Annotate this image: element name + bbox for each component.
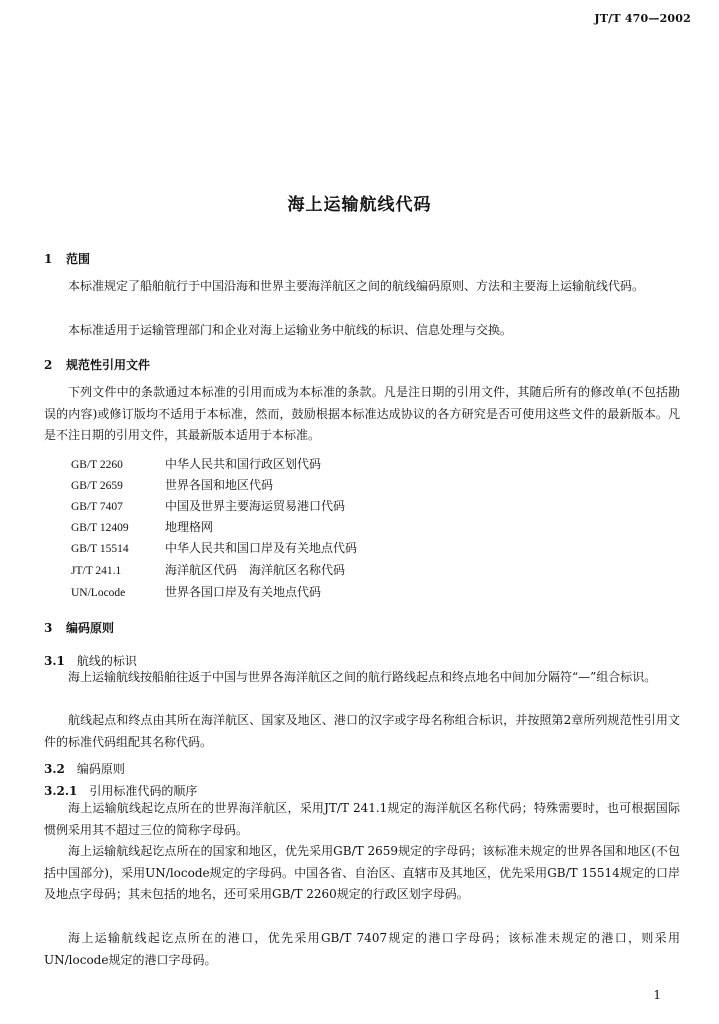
reference-code: GB/T 2260	[71, 459, 123, 471]
section-1-paragraph-2: 本标准适用于运输管理部门和企业对海上运输业务中航线的标识、信息处理与交换。	[68, 323, 513, 337]
reference-name: 中华人民共和国行政区划代码	[165, 457, 322, 471]
section-number: 3	[44, 621, 53, 635]
reference-code: GB/T 7407	[71, 501, 123, 513]
reference-code: UN/Locode	[71, 587, 126, 599]
section-1-heading	[44, 250, 90, 267]
section-1-paragraph-1: 本标准规定了船舶航行于中国沿海和世界主要海洋航区之间的航线编码原则、方法和主要海上运输航线代码。	[68, 279, 645, 293]
reference-item	[71, 583, 591, 604]
subsection-3-1-paragraph-2: 航线起点和终点由其所在海洋航区、国家及地区、港口的汉字或字母名称组合标识，并按照第2章所列规范性引用文件的标准代码组配其名称代码。	[44, 713, 680, 749]
section-title: 编码原则	[66, 621, 115, 635]
section-title: 范围	[66, 252, 91, 266]
subsection-number: 3.1	[44, 654, 65, 668]
section-title: 规范性引用文件	[66, 358, 151, 372]
subsection-number: 3.2.1	[44, 784, 78, 798]
document-title: 海上运输航线代码	[287, 195, 432, 215]
section-2-paragraph-1: 下列文件中的条款通过本标准的引用而成为本标准的条款。凡是注日期的引用文件，其随后所有的修改单(不包括勘误的内容)或修订版均不适用于本标准，然而，鼓励根据本标准达成协议的各方研究是否可使用这些文件的最新版本。凡是不注日期的引用文件，其最新版本适用于本标准。	[44, 385, 680, 442]
reference-name: 地理格网	[165, 520, 214, 534]
subsection-3-2-1-paragraph-1: 海上运输航线起讫点所在的世界海洋航区，采用JT/T 241.1规定的海洋航区名称代码；特殊需要时，也可根据国际惯例采用其不超过三位的简称字母码。	[44, 801, 680, 837]
reference-item	[71, 476, 591, 497]
reference-item	[71, 561, 591, 582]
reference-code: GB/T 12409	[71, 522, 129, 534]
reference-name: 中国及世界主要海运贸易港口代码	[165, 499, 346, 513]
section-number: 2	[44, 358, 53, 372]
reference-item	[71, 539, 591, 560]
reference-code: GB/T 2659	[71, 480, 123, 492]
subsection-3-2-1-heading	[44, 782, 197, 799]
subsection-number: 3.2	[44, 762, 65, 776]
reference-name: 中华人民共和国口岸及有关地点代码	[165, 541, 358, 555]
subsection-title: 航线的标识	[76, 654, 137, 668]
page-number: 1	[653, 988, 661, 1002]
subsection-3-2-1-paragraph-3: 海上运输航线起讫点所在的港口，优先采用GB/T 7407规定的港口字母码；该标准未规定的港口，则采用UN/locode规定的港口字母码。	[44, 931, 680, 967]
subsection-3-2-1-paragraph-2: 海上运输航线起讫点所在的国家和地区，优先采用GB/T 2659规定的字母码；该标准未规定的世界各国和地区(不包括中国部分)，采用UN/locode规定的字母码。中国各省、自治区、直辖市及其地区，优先采用GB/T 15514规定的口岸及地点字母码；其未包括的地名，还可采用GB/T 2260规定的行政区划字母码。	[44, 844, 680, 901]
section-number: 1	[44, 252, 53, 266]
subsection-3-2-heading	[44, 760, 125, 777]
reference-name: 世界各国和地区代码	[165, 478, 274, 492]
reference-item	[71, 455, 591, 476]
reference-name: 世界各国口岸及有关地点代码	[165, 585, 322, 599]
reference-code: GB/T 15514	[71, 543, 129, 555]
reference-item	[71, 518, 591, 539]
subsection-3-1-paragraph-1: 海上运输航线按船舶往返于中国与世界各海洋航区之间的航行路线起点和终点地名中间加分隔符“—”组合标识。	[68, 670, 657, 684]
reference-name: 海洋航区代码 海洋航区名称代码	[165, 563, 346, 577]
reference-code: JT/T 241.1	[71, 565, 122, 577]
section-3-heading	[44, 619, 114, 636]
subsection-title: 引用标准代码的顺序	[89, 784, 198, 798]
section-2-heading	[44, 356, 150, 373]
subsection-title: 编码原则	[76, 762, 125, 776]
standard-number: JT/T 470—2002	[594, 12, 691, 25]
reference-item	[71, 497, 591, 518]
